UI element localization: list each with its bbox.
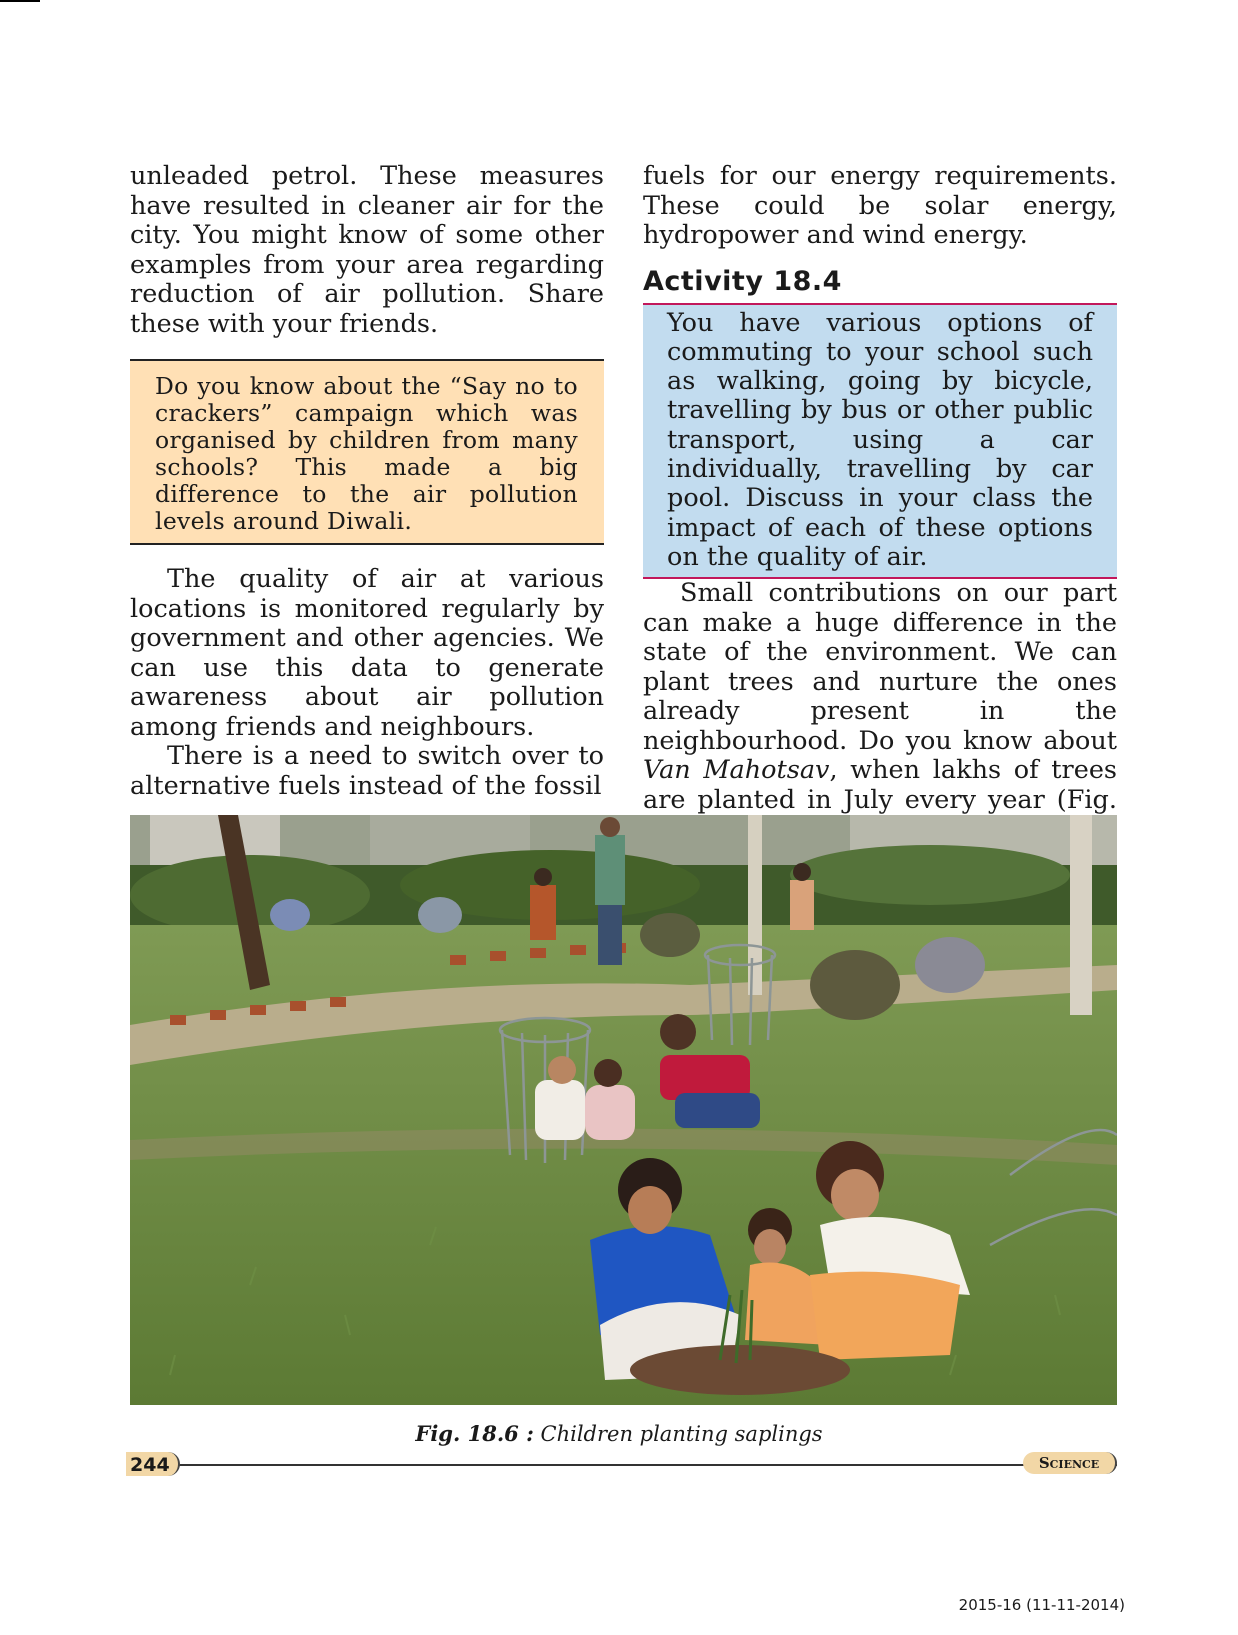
activity-box [643,303,1117,580]
right-paragraph-1: fuels for our energy requirements. These could be solar energy, hydropower and wind energy. [643,161,1117,250]
figure-label: Fig. 18.6 : [415,1421,534,1446]
page-number: 244 [126,1452,180,1476]
did-you-know-box [130,359,604,545]
print-date-stamp: 2015-16 (11-11-2014) [958,1596,1125,1614]
footer-rule [130,1464,1117,1466]
left-paragraph-3: There is a need to switch over to alternative fuels instead of the fossil [130,741,604,801]
figure-caption [0,1421,1238,1446]
book-title-tab: Science [1023,1452,1117,1474]
left-column [130,162,604,801]
figure-caption-text: Children planting saplings [540,1422,823,1446]
activity-text: You have various options of commuting to your school such as walking, going by bicycle, travelling by bus or other public transport, using a car individually, travelling by car pool. Discuss in your class the impact of each of these options on the quality of air. [667,307,1093,572]
right-paragraph-2 [643,579,1117,845]
left-paragraph-1: unleaded petrol. These measures have resulted in cleaner air for the city. You might know of some other examples from your area regarding reduction of air pollution. Share these with your friends. [130,161,604,339]
crop-mark [0,0,40,2]
left-paragraph-2: The quality of air at various locations is monitored regularly by government and other agencies. We can use this data to generate awareness about air pollution among friends and neighbours. [130,564,604,742]
van-mahotsav-term: Van Mahotsav [643,755,830,786]
children-planting-photo [130,815,1117,1405]
photo-illustration [130,815,1117,1405]
right-paragraph-2-start: Small contributions on our part can make a huge difference in the state of the environment. We can plant trees and nurture the ones already present in the neighbourhood. Do you know about [643,578,1117,756]
right-column [643,162,1117,845]
right-paragraph-2-end: , when lakhs of trees are planted in July every year (Fig. [643,755,1117,815]
activity-title: Activity 18.4 [643,265,842,297]
did-you-know-text: Do you know about the “Say no to crackers” campaign which was organised by children from many schools? This made a big difference to the air pollution levels around Diwali. [155,372,578,535]
